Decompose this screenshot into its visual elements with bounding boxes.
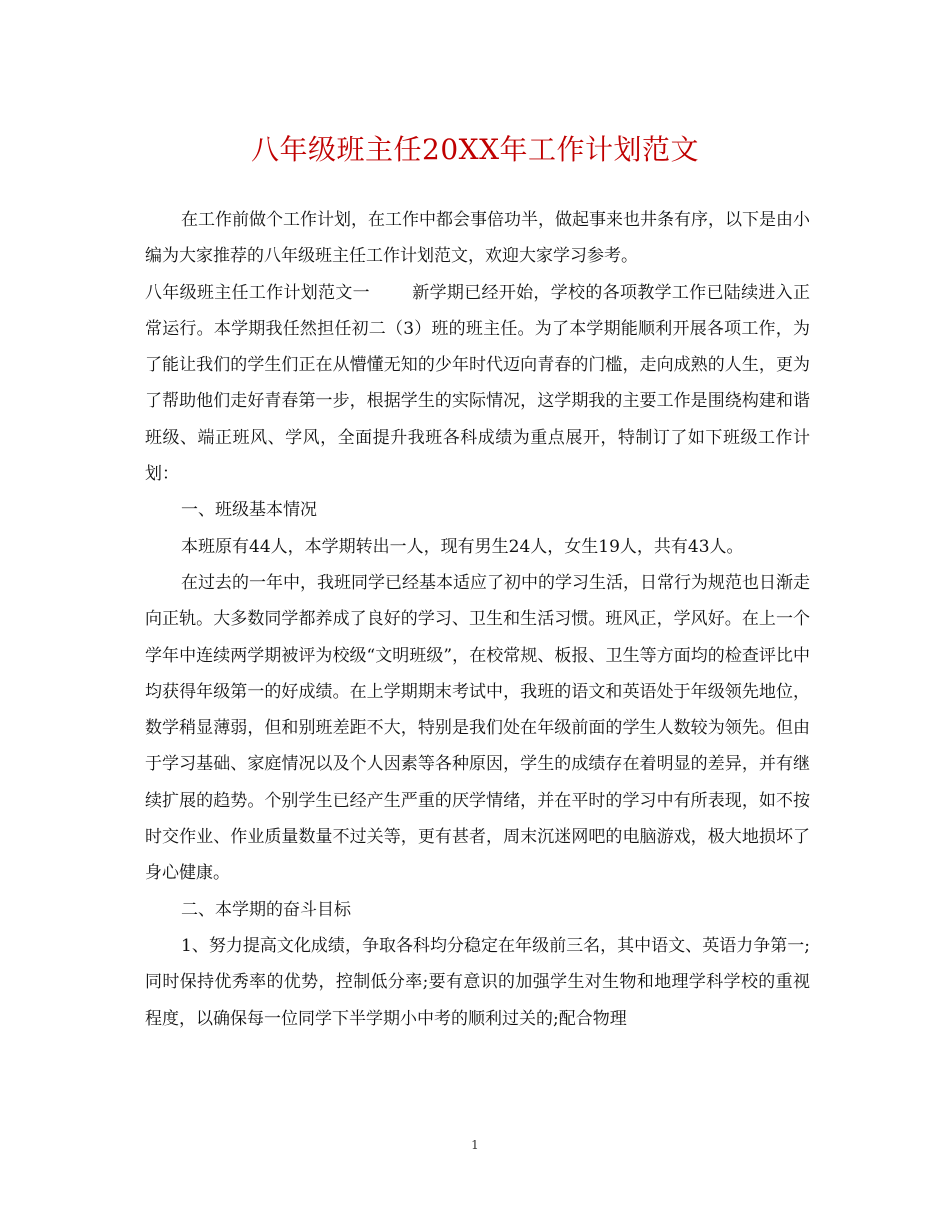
sample-paragraph [145,275,810,493]
section1-paragraph-1: 本班原有44人，本学期转出一人，现有男生24人，女生19人，共有43人。 [181,536,744,557]
page-number: 1 [471,1138,479,1152]
document-body [145,202,810,1037]
document-title: 八年级班主任20XX年工作计划范文 [251,133,699,166]
section2-paragraph-1: 1、努力提高文化成绩，争取各科均分稳定在年级前三名，其中语文、英语力争第一;同时保持优秀率的优势，控制低分率;要有意识的加强学生对生物和地理学科学校的重视程度，以确保每一位同学下半学期小中考的顺利过关的;配合物理 [145,935,810,1029]
section1-heading: 一、班级基本情况 [181,500,317,521]
intro-paragraph: 在工作前做个工作计划，在工作中都会事倍功半，做起事来也井条有序，以下是由小编为大家推荐的八年级班主任工作计划范文，欢迎大家学习参考。 [145,210,810,267]
section2-heading: 二、本学期的奋斗目标 [181,899,351,920]
sample-heading: 八年级班主任工作计划范文一 [145,282,370,303]
sample-intro-text: 新学期已经开始，学校的各项教学工作已陆续进入正常运行。本学期我任然担任初二（3）班的班主任。为了本学期能顺利开展各项工作，为了能让我们的学生们正在从懵懂无知的少年时代迈向青春的门槛，走向成熟的人生，更为了帮助他们走好青春第一步，根据学生的实际情况，这学期我的主要工作是围绕构建和谐班级、端正班风、学风，全面提升我班各科成绩为重点展开，特制订了如下班级工作计划： [145,282,811,485]
section1-paragraph-2: 在过去的一年中，我班同学已经基本适应了初中的学习生活，日常行为规范也日渐走向正轨。大多数同学都养成了良好的学习、卫生和生活习惯。班风正，学风好。在上一个学年中连续两学期被评为校级“文明班级”，在校常规、板报、卫生等方面均的检查评比中均获得年级第一的好成绩。在上学期期末考试中，我班的语文和英语处于年级领先地位，数学稍显薄弱，但和别班差距不大，特别是我们处在年级前面的学生人数较为领先。但由于学习基础、家庭情况以及个人因素等各种原因，学生的成绩存在着明显的差异，并有继续扩展的趋势。个别学生已经产生严重的厌学情绪，并在平时的学习中有所表现，如不按时交作业、作业质量数量不过关等，更有甚者，周末沉迷网吧的电脑游戏，极大地损坏了身心健康。 [145,572,810,884]
